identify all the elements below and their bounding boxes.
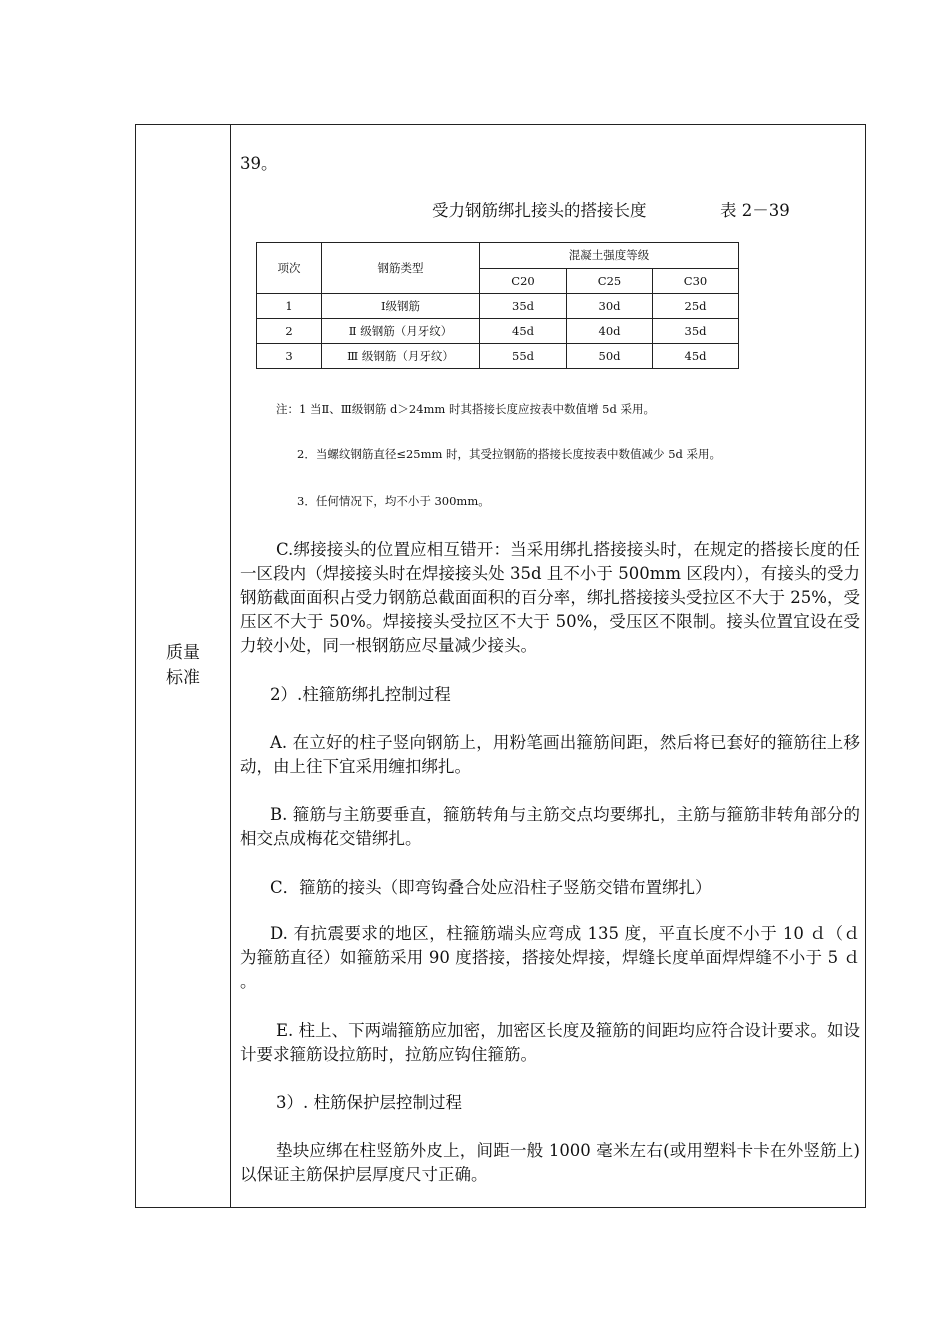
- grade-c20: C20: [480, 268, 567, 294]
- row-value: 35d: [653, 319, 739, 344]
- paragraph-spacer: 垫块应绑在柱竖筋外皮上，间距一般 1000 毫米左右(或用塑料卡卡在外竖筋上)以保证主筋保护层厚度尺寸正确。: [240, 1141, 860, 1184]
- row-no: 3: [257, 344, 322, 369]
- note-1: 注：1 当Ⅱ、Ⅲ级钢筋 d＞24mm 时其搭接长度应按表中数值增 5d 采用。: [276, 402, 655, 416]
- row-value: 25d: [653, 294, 739, 319]
- paragraph-a: A. 在立好的柱子竖向钢筋上，用粉笔画出箍筋间距，然后将已套好的箍筋往上移动，由上往下宜采用缠扣绑扎。: [240, 733, 860, 776]
- row-type: Ⅰ级钢筋: [322, 294, 480, 319]
- row-no: 2: [257, 319, 322, 344]
- row-value: 45d: [480, 319, 567, 344]
- paragraph-b: B. 箍筋与主筋要垂直，箍筋转角与主筋交点均要绑扎，主筋与箍筋非转角部分的相交点成梅花交错绑扎。: [240, 805, 860, 848]
- table-row: [257, 294, 739, 319]
- lap-length-table: [256, 242, 739, 369]
- table-number: 表 2－39: [720, 201, 790, 220]
- table-row: [257, 344, 739, 369]
- heading-cover-process: 3）. 柱筋保护层控制过程: [276, 1093, 462, 1112]
- row-type: Ⅲ 级钢筋（月牙纹）: [322, 344, 480, 369]
- paragraph-d: D. 有抗震要求的地区，柱箍筋端头应弯成 135 度，平直长度不小于 10 ｄ（ｄ为箍筋直径）如箍筋采用 90 度搭接，搭接处焊接，焊缝长度单面焊焊缝不小于 5 ｄ 。: [240, 924, 860, 991]
- header-type: 钢筋类型: [322, 243, 480, 294]
- row-value: 35d: [480, 294, 567, 319]
- paragraph-c-lap: C.绑接接头的位置应相互错开：当采用绑扎搭接接头时，在规定的搭接长度的任一区段内（焊接接头时在焊接接头处 35d 且不小于 500mm 区段内），有接头的受力钢筋截面面积占受力钢筋总截面面积的百分率，绑扎搭接接头受拉区不大于 25%，受压区不大于 50%。焊接接头受拉区不大于 50%，受压区不限制。接头位置宜设在受力较小处，同一根钢筋应尽量减少接头。: [240, 540, 860, 655]
- document-frame: [135, 124, 866, 1208]
- paragraph-c-stirrup: C．箍筋的接头（即弯钩叠合处应沿柱子竖筋交错布置绑扎）: [270, 878, 712, 897]
- row-value: 45d: [653, 344, 739, 369]
- paragraph-e: E. 柱上、下两端箍筋应加密，加密区长度及箍筋的间距均应符合设计要求。如设计要求箍筋设拉筋时，拉筋应钩住箍筋。: [240, 1021, 860, 1064]
- column-divider: [230, 125, 231, 1207]
- section-label: 质量标准: [166, 643, 200, 688]
- table-title: 受力钢筋绑扎接头的搭接长度: [432, 201, 647, 220]
- header-concrete: 混凝土强度等级: [480, 243, 739, 269]
- grade-c25: C25: [567, 268, 653, 294]
- row-no: 1: [257, 294, 322, 319]
- row-value: 55d: [480, 344, 567, 369]
- row-value: 40d: [567, 319, 653, 344]
- note-3: 3．任何情况下，均不小于 300mm。: [297, 494, 490, 508]
- label-cell: [136, 125, 230, 1207]
- note-2: 2．当螺纹钢筋直径≤25mm 时，其受拉钢筋的搭接长度按表中数值减少 5d 采用。: [297, 447, 722, 461]
- heading-stirrup-process: 2）.柱箍筋绑扎控制过程: [270, 685, 451, 704]
- row-type: Ⅱ 级钢筋（月牙纹）: [322, 319, 480, 344]
- row-value: 50d: [567, 344, 653, 369]
- grade-c30: C30: [653, 268, 739, 294]
- table-row: [257, 319, 739, 344]
- header-index: 项次: [257, 243, 322, 294]
- row-value: 30d: [567, 294, 653, 319]
- intro-text: 39。: [240, 154, 278, 173]
